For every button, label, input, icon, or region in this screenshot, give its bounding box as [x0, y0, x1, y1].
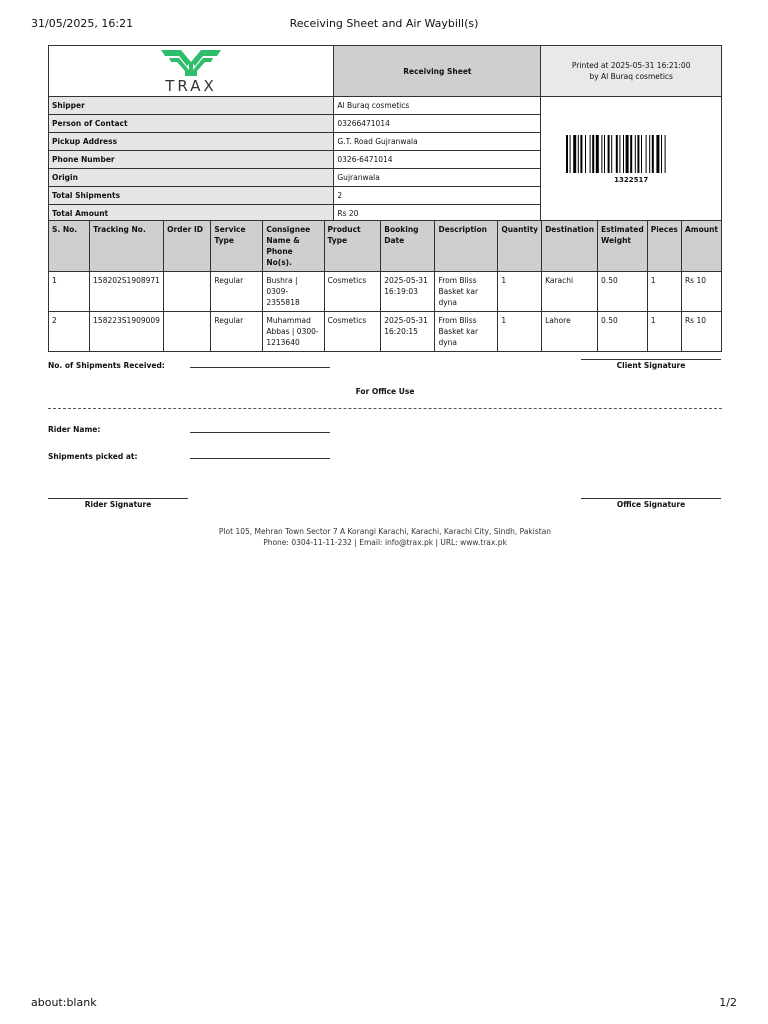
- col-order: Order ID: [164, 221, 211, 272]
- col-destination: Destination: [542, 221, 598, 272]
- col-description: Description: [435, 221, 498, 272]
- cell-weight: 0.50: [598, 272, 648, 312]
- col-amount: Amount: [681, 221, 721, 272]
- trax-logo: [151, 46, 231, 94]
- cell-tracking: 158202S1908971: [90, 272, 164, 312]
- cell-description: From Bliss Basket kar dyna: [435, 312, 498, 352]
- cell-pieces: 1: [647, 272, 681, 312]
- origin-value: Gujranwala: [334, 169, 541, 187]
- company-address: Plot 105, Mehran Town Sector 7 A Korangi Karachi, Karachi, Karachi City, Sindh, Pakistan: [218, 527, 552, 536]
- company-contact: Phone: 0304-11-11-232 | Email: info@trax.pk | URL: www.trax.pk: [263, 538, 507, 547]
- picked-at-line[interactable]: [190, 458, 330, 459]
- print-title: Receiving Sheet and Air Waybill(s): [289, 17, 479, 30]
- picked-at-label: Shipments picked at:: [48, 452, 138, 461]
- printed-at: Printed at 2025-05-31 16:21:00: [571, 61, 691, 70]
- cell-amount: Rs 10: [681, 312, 721, 352]
- col-quantity: Quantity: [498, 221, 542, 272]
- contact-label: Person of Contact: [49, 115, 334, 133]
- col-product: Product Type: [324, 221, 381, 272]
- col-pieces: Pieces: [647, 221, 681, 272]
- col-weight: Estimated Weight: [598, 221, 648, 272]
- table-row: [49, 272, 722, 312]
- print-url: about:blank: [31, 996, 97, 1009]
- table-row: [49, 312, 722, 352]
- cell-sno: 2: [49, 312, 90, 352]
- print-page: 1/2: [719, 996, 737, 1009]
- rider-name-line[interactable]: [190, 432, 330, 433]
- sheet-title: Receiving Sheet: [334, 46, 541, 97]
- total-amount-value: Rs 20: [334, 205, 541, 223]
- phone-value: 0326-6471014: [334, 151, 541, 169]
- total-shipments-label: Total Shipments: [49, 187, 334, 205]
- client-signature-line[interactable]: [581, 359, 721, 360]
- print-datetime: 31/05/2025, 16:21: [31, 17, 134, 30]
- office-signature-line[interactable]: [581, 498, 721, 499]
- cell-destination: Lahore: [542, 312, 598, 352]
- cell-consignee: Muhammad Abbas | 0300-1213640: [263, 312, 324, 352]
- col-booking: Booking Date: [381, 221, 435, 272]
- barcode-cell: [541, 97, 722, 223]
- cell-amount: Rs 10: [681, 272, 721, 312]
- barcode-number: 1322517: [614, 176, 649, 184]
- cell-service: Regular: [211, 272, 263, 312]
- print-header: [31, 17, 737, 31]
- rider-signature-label: Rider Signature: [84, 500, 152, 509]
- cell-sno: 1: [49, 272, 90, 312]
- rider-signature-line[interactable]: [48, 498, 188, 499]
- col-tracking: Tracking No.: [90, 221, 164, 272]
- origin-label: Origin: [49, 169, 334, 187]
- office-signature-label: Office Signature: [616, 500, 686, 509]
- cell-consignee: Bushra | 0309-2355818: [263, 272, 324, 312]
- shipments-received-line[interactable]: [190, 367, 330, 368]
- col-consignee: Consignee Name & Phone No(s).: [263, 221, 324, 272]
- cell-product: Cosmetics: [324, 272, 381, 312]
- cell-description: From Bliss Basket kar dyna: [435, 272, 498, 312]
- col-service: Service Type: [211, 221, 263, 272]
- cell-order: [164, 312, 211, 352]
- shipper-value: Al Buraq cosmetics: [334, 97, 541, 115]
- table-header-row: [49, 221, 722, 272]
- printed-info: [541, 46, 722, 97]
- cell-quantity: 1: [498, 312, 542, 352]
- pickup-label: Pickup Address: [49, 133, 334, 151]
- shipments-received-label: No. of Shipments Received:: [48, 361, 165, 370]
- total-amount-label: Total Amount: [49, 205, 334, 223]
- cell-product: Cosmetics: [324, 312, 381, 352]
- phone-label: Phone Number: [49, 151, 334, 169]
- print-footer: [31, 996, 737, 1010]
- info-table: [48, 45, 722, 223]
- cell-service: Regular: [211, 312, 263, 352]
- col-sno: S. No.: [49, 221, 90, 272]
- shipper-label: Shipper: [49, 97, 334, 115]
- barcode: [566, 135, 696, 173]
- office-use-heading: For Office Use: [355, 387, 415, 396]
- logo-text: TRAX: [165, 77, 217, 94]
- shipments-table: [48, 220, 722, 352]
- cell-tracking: 158223S1909009: [90, 312, 164, 352]
- printed-by: by Al Buraq cosmetics: [589, 72, 673, 81]
- contact-value: 03266471014: [334, 115, 541, 133]
- cell-order: [164, 272, 211, 312]
- cell-weight: 0.50: [598, 312, 648, 352]
- rider-name-label: Rider Name:: [48, 425, 101, 434]
- total-shipments-value: 2: [334, 187, 541, 205]
- cell-booking: 2025-05-31 16:19:03: [381, 272, 435, 312]
- cell-quantity: 1: [498, 272, 542, 312]
- client-signature-label: Client Signature: [616, 361, 686, 370]
- logo-cell: [49, 46, 334, 97]
- cell-booking: 2025-05-31 16:20:15: [381, 312, 435, 352]
- pickup-value: G.T. Road Gujranwala: [334, 133, 541, 151]
- cell-destination: Karachi: [542, 272, 598, 312]
- cell-pieces: 1: [647, 312, 681, 352]
- dashed-divider: [48, 408, 722, 409]
